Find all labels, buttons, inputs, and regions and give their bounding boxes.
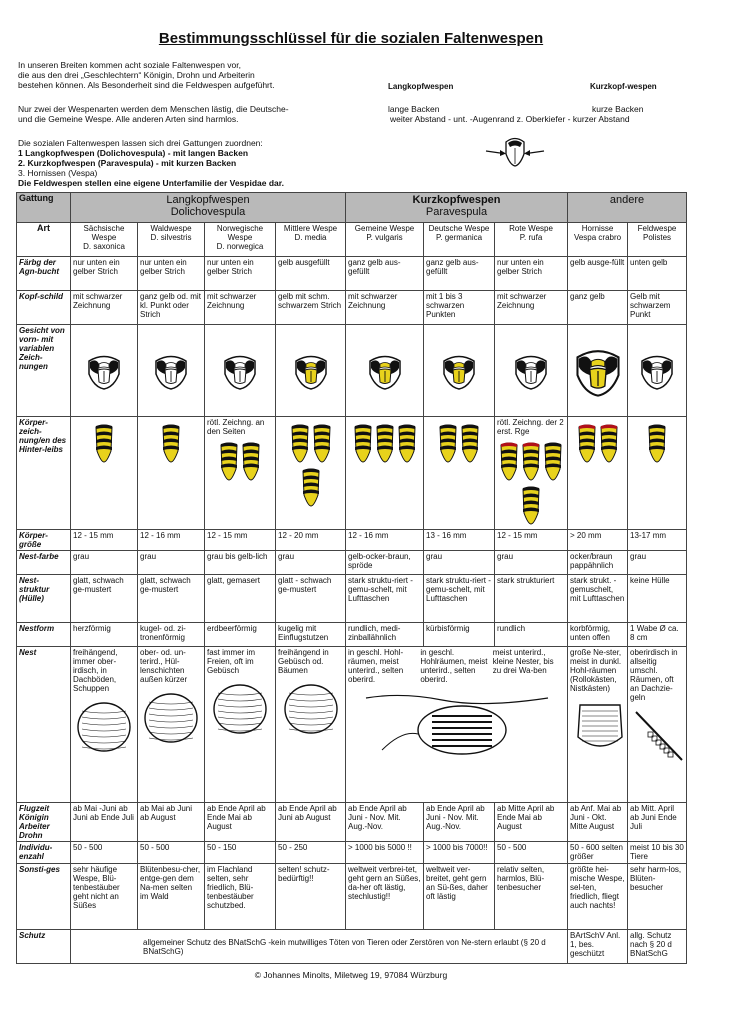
nest-sketch-icon: [210, 679, 270, 739]
abdomen-icon: [460, 423, 480, 463]
row-nestform: [17, 623, 687, 647]
group-langkopf-latin: Dolichovespula: [170, 206, 246, 218]
cell: mit schwarzer Zeichnung: [346, 291, 424, 325]
abdomen-icon: [647, 423, 667, 463]
abdomen-icon: [521, 441, 541, 481]
species-4: [346, 223, 424, 257]
row-size: [17, 530, 687, 551]
intro-paragraph-4: Die Feldwespen stellen eine eigene Unterfamilie der Vespidae dar.: [18, 178, 284, 188]
face-cell: [628, 325, 687, 417]
nest-cell: [628, 647, 687, 803]
cell: 12 - 16 mm: [346, 530, 424, 551]
species-latin: Polistes: [643, 233, 672, 242]
cell: größte hei-mische Wespe, sel-ten, friedlich, fliegt auch nachts!: [568, 864, 628, 930]
cell: 12 - 15 mm: [205, 530, 276, 551]
group-andere: andere: [568, 193, 687, 223]
abdomen-group: [570, 422, 625, 466]
row-misc: [17, 864, 687, 930]
cell: Blütenbesu-cher, entge-gen dem Na-men selten im Wald: [138, 864, 205, 930]
species-latin: D. silvestris: [150, 233, 192, 242]
cell: glatt, schwach ge-mustert: [138, 575, 205, 623]
cell: weltweit verbrei-tet, geht gern an Süßes, da-her oft lästig, stechlustig!!: [346, 864, 424, 930]
nest-text: in geschl. Hohl-räumen, meist unterird., selten oberird.: [348, 648, 404, 684]
cell: > 1000 bis 5000 !!: [346, 842, 424, 864]
protection-hornisse: BArtSchV Anl. 1, bes. geschützt: [568, 930, 628, 964]
cell: gelb ausgefüllt: [276, 257, 346, 291]
species-name: Deutsche Wespe: [428, 224, 490, 233]
cell: herzförmig: [71, 623, 138, 647]
cell: nur unten ein gelber Strich: [495, 257, 568, 291]
abdomen-icon: [521, 485, 541, 525]
row-label: Kopf-schild: [17, 291, 71, 325]
cell: 50 - 250: [276, 842, 346, 864]
species-3: [276, 223, 346, 257]
cell: stark strukt. - gemuschelt, mit Lufttaschen: [568, 575, 628, 623]
cell: im Flachland selten, sehr friedlich, Blü-tenbestäuber schutzbed.: [205, 864, 276, 930]
cell: ab Ende April ab Ende Mai ab August: [205, 803, 276, 842]
nest-sketch-icon: [570, 697, 628, 757]
species-latin: D. saxonica: [83, 242, 125, 251]
species-name: Sächsische Wespe: [83, 224, 125, 242]
face-cell: [346, 325, 424, 417]
species-name: Hornisse: [581, 224, 614, 233]
species-latin: P. germanica: [435, 233, 483, 242]
protection-label: Schutz: [17, 930, 71, 964]
abdomen-icon: [301, 467, 321, 507]
nest-text: meist unterird., kleine Nester, bis zu drei Wa-ben: [492, 648, 554, 675]
face-label: Gesicht von vorn- mit variablen Zeich-nungen: [17, 325, 71, 417]
face-cell: [568, 325, 628, 417]
genus-list-1: 1 Langkopfwespen (Dolichovespula) - mit langen Backen: [18, 148, 249, 158]
abdomen-icon: [499, 441, 519, 481]
row-protection: [17, 930, 687, 964]
cell: ab Mitte April ab Ende Mai ab August: [495, 803, 568, 842]
cell: korbförmig, unten offen: [568, 623, 628, 647]
wasp-face-icon: [441, 352, 477, 390]
row-label: Nest-farbe: [17, 551, 71, 575]
row-label: Körper-größe: [17, 530, 71, 551]
cell: 12 - 15 mm: [71, 530, 138, 551]
body-cell: [346, 417, 424, 530]
cheek-distance-note: weiter Abstand - unt. -Augenrand z. Oberkiefer - kurzer Abstand: [390, 114, 630, 124]
row-label: Nest-struktur (Hülle): [17, 575, 71, 623]
cell: ab Anf. Mai ab Juni - Okt. Mitte August: [568, 803, 628, 842]
art-label: Art: [17, 223, 71, 257]
cell: nur unten ein gelber Strich: [138, 257, 205, 291]
cell: mit 1 bis 3 schwarzen Punkten: [424, 291, 495, 325]
underground-nest-sketch-icon: [362, 690, 552, 760]
cell: grau: [276, 551, 346, 575]
cell: mit schwarzer Zeichnung: [495, 291, 568, 325]
cell: 50 - 500: [495, 842, 568, 864]
head-comparison-icon: [484, 134, 546, 168]
cell: kugelig mit Einflugstutzen: [276, 623, 346, 647]
cell: mit schwarzer Zeichnung: [205, 291, 276, 325]
cell: rundlich, medi-zinballähnlich: [346, 623, 424, 647]
abdomen-group: [348, 422, 421, 466]
intro-paragraph-2: Nur zwei der Wespenarten werden dem Menschen lästig, die Deutsche- und die Gemeine Wespe. Alle anderen Arten sind harmlos.: [18, 104, 289, 124]
cell: ab Ende April ab Juni ab August: [276, 803, 346, 842]
wasp-face-icon: [293, 352, 329, 390]
species-7: [568, 223, 628, 257]
cell: kugel- od. zi-tronenförmig: [138, 623, 205, 647]
genus-list-2: 2. Kurzkopfwespen (Paravespula) - mit kurzen Backen: [18, 158, 237, 168]
cell: grau: [71, 551, 138, 575]
face-cell: [71, 325, 138, 417]
cell: selten! schutz-bedürftig!!: [276, 864, 346, 930]
abdomen-group: [630, 422, 684, 466]
body-cell: [205, 417, 276, 530]
wasp-face-icon: [639, 352, 675, 390]
abdomen-group: [497, 440, 565, 528]
cell: gelb ausge-füllt: [568, 257, 628, 291]
body-cell: [495, 417, 568, 530]
abdomen-group: [140, 422, 202, 466]
species-latin: D. norwegica: [216, 242, 264, 251]
row-label: Nest: [17, 647, 71, 803]
cell: stark struktu-riert - gemu-schelt, mit Lufttaschen: [424, 575, 495, 623]
cell: ab Ende April ab Juni - Nov. Mit. Aug.-Nov.: [424, 803, 495, 842]
abdomen-group: [426, 422, 492, 466]
shorthead-title: Kurzkopf-wespen: [590, 82, 657, 91]
group-kurzkopf-latin: Paravespula: [425, 206, 488, 218]
face-cell: [138, 325, 205, 417]
nest-text: große Ne-ster, meist in dunkl. Hohl-räumen (Rollokästen, Nistkästen): [570, 648, 622, 693]
cell: glatt - schwach ge-mustert: [276, 575, 346, 623]
nest-sketch-icon: [141, 688, 201, 748]
wasp-face-icon: [573, 345, 623, 397]
body-note: rötl. Zeichng. an den Seiten: [207, 418, 265, 436]
cell: 13 - 16 mm: [424, 530, 495, 551]
nest-cell: [276, 647, 346, 803]
nest-text: freihängend in Gebüsch od. Bäumen: [278, 648, 329, 675]
abdomen-icon: [397, 423, 417, 463]
row-label: Individu-enzahl: [17, 842, 71, 864]
cell: 12 - 20 mm: [276, 530, 346, 551]
nest-text: fast immer im Freien, oft im Gebüsch: [207, 648, 255, 675]
abdomen-icon: [438, 423, 458, 463]
species-name: Gemeine Wespe: [354, 224, 415, 233]
body-cell: [138, 417, 205, 530]
nest-sketch-icon: [74, 697, 134, 757]
footer-credit: © Johannes Minolts, Miletweg 19, 97084 Würzburg: [254, 970, 448, 980]
cell: 1 Wabe Ø ca. 8 cm: [628, 623, 687, 647]
cell: gelb mit schm. schwarzem Strich: [276, 291, 346, 325]
row-label: Sonsti-ges: [17, 864, 71, 930]
cell: grau: [424, 551, 495, 575]
cell: ab Mitt. April ab Juni Ende Juli: [628, 803, 687, 842]
cell: stark strukturiert: [495, 575, 568, 623]
cell: relativ selten, harmlos, Blü-tenbesucher: [495, 864, 568, 930]
row-kopfschild: [17, 291, 687, 325]
wasp-face-icon: [153, 352, 189, 390]
species-name: Feldwespe: [637, 224, 677, 233]
face-cell: [276, 325, 346, 417]
body-cell: [424, 417, 495, 530]
species-latin: D. media: [294, 233, 327, 242]
longhead-cheeks: lange Backen: [388, 104, 440, 114]
row-label: Flugzeit Königin Arbeiter Drohn: [17, 803, 71, 842]
species-0: [71, 223, 138, 257]
cell: sehr häufige Wespe, Blü-tenbestäuber geht nicht an Süßes: [71, 864, 138, 930]
species-name: Norwegische Wespe: [216, 224, 264, 242]
body-note: rötl. Zeichng. der 2 erst. Rge: [497, 418, 564, 436]
cell: glatt, gemasert: [205, 575, 276, 623]
cell: mit schwarzer Zeichnung: [71, 291, 138, 325]
wasp-face-icon: [513, 352, 549, 390]
row-face: [17, 325, 687, 417]
cell: gelb-ocker-braun, spröde: [346, 551, 424, 575]
cell: ganz gelb od. mit kl. Punkt oder Strich: [138, 291, 205, 325]
body-label: Körper-zeich-nung/en des Hinter-leibs: [17, 417, 71, 530]
cell: ab Mai -Juni ab Juni ab Ende Juli: [71, 803, 138, 842]
species-name: Mittlere Wespe: [283, 224, 338, 233]
abdomen-group: [207, 440, 273, 484]
intro-paragraph-3: Die sozialen Faltenwespen lassen sich drei Gattungen zuordnen:: [18, 138, 263, 148]
cell: weltweit ver-breitet, geht gern an Sü-ßes, daher oft lästig: [424, 864, 495, 930]
nest-text: in geschl. Hohlräumen, meist unterird., selten oberird.: [420, 648, 488, 684]
group-langkopf: [71, 193, 346, 223]
cell: ganz gelb aus-gefüllt: [424, 257, 495, 291]
abdomen-icon: [353, 423, 373, 463]
species-row: [17, 223, 687, 257]
cell: stark struktu-riert - gemu-schelt, mit Lufttaschen: [346, 575, 424, 623]
species-latin: Vespa crabro: [573, 233, 622, 242]
body-cell: [71, 417, 138, 530]
cell: rundlich: [495, 623, 568, 647]
nest-cell: [71, 647, 138, 803]
cell: 12 - 16 mm: [138, 530, 205, 551]
row-individuals: [17, 842, 687, 864]
cell: keine Hülle: [628, 575, 687, 623]
nest-text: freihängend, immer ober-irdisch, in Dachböden, Schuppen: [73, 648, 118, 693]
cell: ganz gelb aus-gefüllt: [346, 257, 424, 291]
wasp-face-icon: [222, 352, 258, 390]
abdomen-icon: [290, 423, 310, 463]
nest-text: oberirdisch in allseitig umschl. Räumen, oft an Dachzie-geln: [630, 648, 678, 702]
row-agnbucht: [17, 257, 687, 291]
abdomen-icon: [577, 423, 597, 463]
longhead-title: Langkopfwespen: [388, 82, 454, 91]
cell: > 1000 bis 7000!!: [424, 842, 495, 864]
species-latin: P. vulgaris: [366, 233, 403, 242]
species-2: [205, 223, 276, 257]
nest-cell: [205, 647, 276, 803]
nest-cell: [568, 647, 628, 803]
cell: meist 10 bis 30 Tiere: [628, 842, 687, 864]
row-body: [17, 417, 687, 530]
cell: grau: [495, 551, 568, 575]
cell: 50 - 150: [205, 842, 276, 864]
body-cell: [628, 417, 687, 530]
row-label: Nestform: [17, 623, 71, 647]
row-nestcolor: [17, 551, 687, 575]
cell: kürbisförmig: [424, 623, 495, 647]
species-5: [424, 223, 495, 257]
abdomen-icon: [94, 423, 114, 463]
gattung-label: Gattung: [17, 193, 71, 223]
abdomen-icon: [241, 441, 261, 481]
cell: 50 - 500: [71, 842, 138, 864]
nest-cell: [138, 647, 205, 803]
nest-cell: [346, 647, 568, 803]
intro-paragraph-1: In unseren Breiten kommen acht soziale Faltenwespen vor, die aus den drei „Geschlechtern“ Königin, Drohn und Arbeiterin bestehen können. Als Besonderheit sind die Feldwespen aufgeführt.: [18, 60, 275, 90]
page-title: Bestimmungsschlüssel für die sozialen Faltenwespen: [158, 30, 544, 47]
abdomen-icon: [312, 423, 332, 463]
protection-feldwespe: allg. Schutz nach § 20 d BNatSchG: [628, 930, 687, 964]
cell: > 20 mm: [568, 530, 628, 551]
cell: ocker/braun pappähnlich: [568, 551, 628, 575]
species-latin: P. rufa: [519, 233, 543, 242]
group-kurzkopf-name: Kurzkopfwespen: [412, 194, 501, 206]
cell: grau bis gelb-lich: [205, 551, 276, 575]
species-1: [138, 223, 205, 257]
cell: grau: [628, 551, 687, 575]
row-label: Färbg der Agn-bucht: [17, 257, 71, 291]
species-name: Waldwespe: [150, 224, 192, 233]
group-kurzkopf: [346, 193, 568, 223]
cell: 12 - 15 mm: [495, 530, 568, 551]
cell: Gelb mit schwarzem Punkt: [628, 291, 687, 325]
genus-list-3: 3. Hornissen (Vespa): [18, 168, 98, 178]
face-cell: [424, 325, 495, 417]
body-cell: [276, 417, 346, 530]
abdomen-icon: [219, 441, 239, 481]
nest-sketch-icon: [630, 706, 687, 766]
abdomen-group: [278, 422, 343, 510]
face-cell: [205, 325, 276, 417]
wasp-face-icon: [86, 352, 122, 390]
row-nest: [17, 647, 687, 803]
row-neststructure: [17, 575, 687, 623]
abdomen-icon: [375, 423, 395, 463]
cell: erdbeerförmig: [205, 623, 276, 647]
cell: ab Mai ab Juni ab August: [138, 803, 205, 842]
abdomen-icon: [161, 423, 181, 463]
cell: grau: [138, 551, 205, 575]
row-flighttime: [17, 803, 687, 842]
body-cell: [568, 417, 628, 530]
shorthead-cheeks: kurze Backen: [592, 104, 644, 114]
protection-general: allgemeiner Schutz des BNatSchG -kein mutwilliges Töten von Tieren oder Zerstören von Ne-stern erlaubt (§ 20 d BNatSchG): [71, 930, 568, 964]
cell: unten gelb: [628, 257, 687, 291]
cell: glatt, schwach ge-mustert: [71, 575, 138, 623]
cell: 13-17 mm: [628, 530, 687, 551]
species-6: [495, 223, 568, 257]
abdomen-group: [73, 422, 135, 466]
cell: sehr harm-los, Blüten-besucher: [628, 864, 687, 930]
nest-sketch-icon: [281, 679, 341, 739]
cell: ganz gelb: [568, 291, 628, 325]
cell: 50 - 600 selten größer: [568, 842, 628, 864]
cell: 50 - 500: [138, 842, 205, 864]
species-8: [628, 223, 687, 257]
face-cell: [495, 325, 568, 417]
nest-text: ober- od. un-terird., Hül-lenschichten außen kürzer: [140, 648, 188, 684]
species-name: Rote Wespe: [509, 224, 553, 233]
wasp-face-icon: [367, 352, 403, 390]
identification-table: [16, 192, 687, 964]
cell: ab Ende April ab Juni - Nov. Mit. Aug.-Nov.: [346, 803, 424, 842]
abdomen-icon: [599, 423, 619, 463]
cell: nur unten ein gelber Strich: [205, 257, 276, 291]
cell: nur unten ein gelber Strich: [71, 257, 138, 291]
key-sheet: [14, 26, 688, 992]
abdomen-icon: [543, 441, 563, 481]
group-langkopf-name: Langkopfwespen: [166, 194, 250, 206]
